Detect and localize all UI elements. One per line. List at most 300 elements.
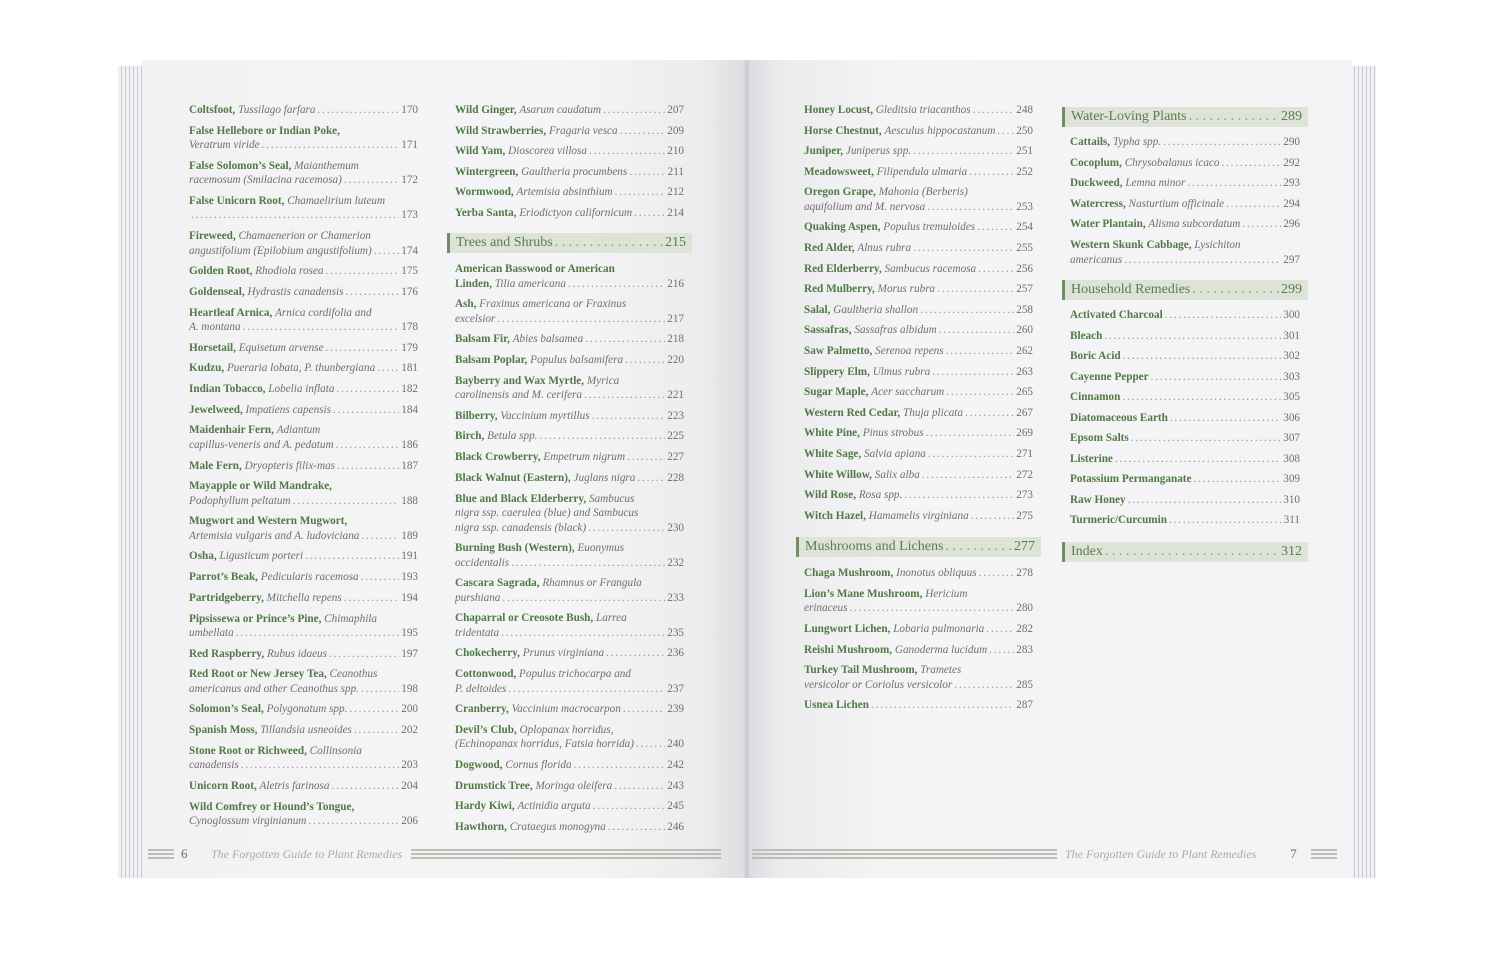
leader-dots (932, 365, 1014, 380)
entry-latin: Oplopanax horridus, (519, 723, 614, 736)
leader-dots (973, 103, 1015, 118)
entry-page: 188 (401, 494, 418, 507)
toc-entry (804, 566, 1033, 581)
toc-entry-line (189, 626, 418, 641)
toc-entry (455, 409, 684, 424)
toc-entry (189, 514, 418, 543)
toc-entry-line (455, 312, 684, 327)
entry-latin: Empetrum nigrum (543, 451, 626, 464)
entry-page: 294 (1283, 197, 1300, 210)
toc-entry (1070, 197, 1300, 212)
entry-latin: Tillandsia usneoides (260, 724, 352, 737)
toc-entry-line (189, 612, 418, 627)
toc-entry-line (189, 103, 418, 118)
entry-name: Cottonwood, (455, 668, 517, 680)
section-title: Water-Loving Plants (1071, 109, 1187, 124)
toc-entry-line (1070, 238, 1300, 253)
entry-name: Wormwood, (455, 186, 514, 199)
toc-entry (1070, 390, 1300, 405)
toc-entry (455, 144, 684, 159)
leader-dots (615, 185, 666, 200)
toc-entry-line (804, 468, 1033, 483)
leader-dots (191, 208, 399, 223)
toc-entry (804, 622, 1033, 637)
toc-entry (804, 124, 1033, 139)
entry-page: 197 (401, 647, 418, 660)
toc-entry (804, 663, 1033, 692)
entry-name: Horse Chestnut, (804, 124, 882, 137)
toc-entry (189, 612, 418, 641)
entry-name: Golden Root, (189, 265, 253, 278)
toc-entry-line (804, 185, 1033, 200)
entry-page: 211 (667, 165, 684, 178)
leader-dots (946, 344, 1015, 359)
toc-entry (804, 385, 1033, 400)
entry-latin: racemosum (Smilacina racemosa) (189, 174, 342, 187)
entry-latin: occidentalis (455, 556, 510, 569)
entry-latin: americanus and other Ceanothus spp. (189, 682, 359, 695)
toc-entry (455, 492, 684, 536)
entry-latin: Eriodictyon californicum (519, 207, 633, 219)
entry-latin: Rosa spp. (858, 489, 903, 502)
leader-dots (920, 303, 1014, 318)
entry-latin: Salvia apiana (863, 448, 926, 460)
entry-page: 200 (401, 703, 418, 716)
entry-page: 195 (401, 627, 418, 639)
entry-name: Usnea Lichen (804, 699, 869, 712)
entry-latin: Acer saccharum (871, 386, 945, 399)
entry-page: 275 (1016, 509, 1033, 522)
toc-entry-line (189, 124, 418, 139)
entry-page: 263 (1016, 365, 1033, 378)
entry-page: 305 (1283, 391, 1300, 403)
entry-page: 308 (1283, 452, 1300, 465)
leader-dots (589, 144, 665, 159)
toc-entry-line (455, 758, 684, 773)
entry-name: Solomon’s Seal, (189, 703, 264, 716)
entry-name: Mayapple or Wild Mandrake, (189, 480, 332, 493)
toc-entry (1070, 472, 1300, 487)
entry-name: Bilberry, (455, 409, 498, 422)
leader-dots (1192, 282, 1279, 298)
entry-page: 170 (401, 104, 418, 116)
toc-entry (455, 702, 684, 717)
entry-latin: americanus (1070, 253, 1123, 266)
toc-entry-line (455, 492, 684, 507)
entry-latin: purshiana (455, 591, 501, 604)
leader-dots (318, 103, 400, 118)
entry-latin: Larrea (596, 612, 627, 625)
entry-latin: versicolor or Coriolus versicolor (804, 678, 953, 691)
entry-name: Chokecherry, (455, 647, 520, 660)
leader-dots (620, 124, 666, 139)
leader-dots (1170, 411, 1281, 426)
leader-dots (1189, 109, 1279, 125)
entry-latin: Lobaria pulmonaria (893, 622, 985, 635)
entry-name: Burning Bush (Western), (455, 542, 575, 554)
toc-entry-line (804, 698, 1033, 713)
leader-dots (608, 820, 665, 835)
entry-page: 184 (401, 403, 418, 416)
entry-latin: Sassafras albidum (854, 324, 937, 337)
leader-dots (593, 799, 666, 814)
entry-name: Balsam Poplar, (455, 353, 528, 366)
entry-name: Wild Ginger, (455, 104, 517, 116)
leader-dots (331, 779, 399, 794)
entry-name: Wild Yam, (455, 145, 506, 158)
entry-name: Mugwort and Western Mugwort, (189, 515, 348, 528)
entry-name: Horsetail, (189, 341, 236, 354)
entry-latin: Adiantum (276, 424, 321, 437)
entry-name: Wintergreen, (455, 165, 519, 178)
entry-latin: Chamaelirium luteum (287, 194, 386, 207)
entry-name: Bleach (1070, 329, 1103, 342)
toc-entry (189, 124, 418, 153)
toc-entry-line (189, 244, 418, 259)
toc-entry-line (189, 306, 418, 321)
toc-entry (455, 541, 684, 570)
entry-name: Quaking Aspen, (804, 221, 881, 234)
entry-name: Male Fern, (189, 459, 242, 472)
toc-entry (189, 570, 418, 585)
leader-dots (926, 426, 1015, 441)
toc-entry-line (455, 374, 684, 389)
leader-dots (329, 647, 399, 662)
leader-dots (945, 539, 1012, 555)
toc-entry-line (455, 429, 684, 444)
entry-name: Red Elderberry, (804, 262, 882, 275)
toc-entry-line (455, 723, 684, 738)
leader-dots (361, 570, 400, 585)
entry-page: 209 (667, 124, 684, 137)
leader-dots (1124, 253, 1281, 268)
entry-page: 186 (401, 438, 418, 451)
toc-entry-line (804, 344, 1033, 359)
entry-name: Juniper, (804, 145, 844, 158)
toc-entry (804, 643, 1033, 658)
toc-entry-line (455, 682, 684, 697)
entry-name: Goldenseal, (189, 285, 245, 298)
toc-entry (455, 779, 684, 794)
leader-dots (1242, 217, 1281, 232)
leader-dots (927, 200, 1014, 215)
toc-entry-line (189, 549, 418, 564)
entry-page: 302 (1283, 350, 1300, 362)
entry-name: Pipsissewa or Prince’s Pine, (189, 612, 322, 625)
entry-latin: umbellata (189, 627, 234, 639)
toc-entry (189, 744, 418, 773)
toc-entry-line (804, 643, 1033, 658)
entry-latin: Hydrastis canadensis (247, 285, 344, 298)
entry-latin: Polygonatum spp. (266, 703, 348, 716)
leader-dots (850, 601, 1015, 616)
entry-page: 245 (667, 800, 684, 813)
leader-dots (623, 702, 665, 717)
leader-dots (614, 779, 665, 794)
toc-entry (804, 262, 1033, 277)
toc-entry-line (804, 509, 1033, 524)
toc-entry (1070, 493, 1300, 508)
toc-entry-line (455, 297, 684, 312)
leader-dots (871, 698, 1014, 713)
entry-latin: Euonymus (577, 542, 625, 554)
leader-dots (262, 138, 400, 153)
entry-name: Cinnamon (1070, 391, 1121, 403)
entry-latin: P. deltoides (455, 682, 507, 695)
toc-entry-line (455, 388, 684, 403)
entry-page: 300 (1283, 309, 1300, 321)
toc-entry-line (804, 144, 1033, 159)
footer-rule (148, 849, 174, 860)
entry-name: Potassium Permanganate (1070, 473, 1192, 485)
toc-entry-line (455, 576, 684, 591)
entry-page: 255 (1016, 242, 1033, 254)
entry-name: Activated Charcoal (1070, 309, 1163, 321)
entry-latin: Cornus florida (505, 758, 572, 771)
toc-entry-line (804, 124, 1033, 139)
entry-name: Turmeric/Curcumin (1070, 514, 1167, 526)
section-heading (1062, 542, 1308, 562)
toc-entry-line (804, 365, 1033, 380)
entry-name: Coltsfoot, (189, 104, 236, 116)
toc-entry-line (189, 459, 418, 474)
toc-entry (1070, 135, 1300, 150)
entry-page: 303 (1283, 370, 1300, 383)
entry-page: 221 (667, 389, 684, 402)
toc-entry (189, 549, 418, 564)
entry-latin: Pinus strobus (862, 427, 924, 440)
section-page: 312 (1281, 544, 1302, 559)
entry-latin: Ulmus rubra (872, 365, 931, 378)
leader-dots (979, 566, 1015, 581)
entry-latin: Gaultheria procumbens (521, 165, 628, 178)
toc-entry (804, 468, 1033, 483)
entry-latin: Aesculus hippocastanum (884, 124, 996, 137)
toc-entry (189, 702, 418, 717)
entry-latin: Ganoderma lucidum (894, 643, 988, 656)
toc-entry (189, 591, 418, 606)
entry-page: 214 (667, 207, 684, 219)
toc-entry-line (1070, 329, 1300, 344)
entry-latin: Aletris farinosa (259, 779, 330, 792)
leader-dots (913, 144, 1014, 159)
entry-page: 296 (1283, 218, 1300, 231)
entry-page: 237 (667, 682, 684, 695)
entry-page: 207 (667, 104, 684, 116)
toc-entry-line (455, 591, 684, 606)
entry-latin: carolinensis and M. cerifera (455, 389, 582, 402)
toc-entry-line (804, 200, 1033, 215)
toc-entry-line (1070, 135, 1300, 150)
entry-name: Honey Locust, (804, 104, 873, 116)
leader-dots (1226, 197, 1281, 212)
entry-page: 189 (401, 529, 418, 542)
toc-entry (455, 667, 684, 696)
toc-entry-line (455, 165, 684, 180)
entry-page: 176 (401, 285, 418, 298)
entry-name: White Sage, (804, 448, 862, 460)
entry-name: Partridgeberry, (189, 591, 264, 604)
leader-dots (349, 702, 399, 717)
leader-dots (377, 361, 399, 376)
entry-latin: Hamamelis virginiana (868, 509, 969, 522)
entry-name: White Pine, (804, 427, 860, 440)
toc-entry-line (804, 220, 1033, 235)
entry-name: Osha, (189, 550, 217, 563)
toc-entry-line (804, 323, 1033, 338)
toc-entry-line (455, 409, 684, 424)
entry-latin: angustifolium (Epilobium angustifolium) (189, 244, 372, 257)
entry-latin: Vaccinium macrocarpon (511, 703, 621, 716)
entry-latin: tridentata (455, 626, 500, 639)
entry-name: Linden, (455, 277, 492, 290)
entry-page: 212 (667, 186, 684, 199)
entry-name: Meadowsweet, (804, 165, 874, 178)
toc-entry (455, 429, 684, 444)
entry-name: Hawthorn, (455, 821, 507, 833)
toc-entry-line (804, 262, 1033, 277)
entry-latin: Lobelia inflata (268, 383, 335, 395)
toc-entry-line (804, 103, 1033, 118)
entry-latin: Typha spp. (1112, 136, 1162, 148)
toc-entry-line (455, 521, 684, 536)
leader-dots (374, 244, 399, 259)
leader-dots (1104, 329, 1281, 344)
leader-dots (539, 429, 665, 444)
entry-page: 235 (667, 626, 684, 639)
toc-entry (189, 341, 418, 356)
entry-page: 178 (401, 321, 418, 333)
footer-rule (752, 849, 1057, 860)
toc-entry (1070, 156, 1300, 171)
entry-page: 273 (1016, 489, 1033, 502)
entry-page: 210 (667, 145, 684, 158)
toc-entry (455, 353, 684, 368)
entry-latin: Abies balsamea (512, 333, 584, 346)
entry-latin: Mitchella repens (266, 591, 342, 604)
entry-latin: Tussilago farfara (238, 104, 316, 116)
toc-entry (189, 382, 418, 397)
leader-dots (1131, 431, 1281, 446)
toc-entry (804, 344, 1033, 359)
entry-page: 242 (667, 758, 684, 771)
toc-entry-line (189, 208, 418, 223)
entry-page: 240 (667, 738, 684, 751)
toc-entry-line (455, 262, 684, 277)
toc-entry (1070, 176, 1300, 191)
entry-latin: A. montana (189, 321, 241, 333)
entry-page: 202 (401, 724, 418, 737)
toc-entry-line (804, 426, 1033, 441)
entry-page: 171 (401, 139, 418, 152)
entry-latin: Rubus idaeus (267, 647, 327, 660)
toc-entry-line (189, 647, 418, 662)
leader-dots (939, 323, 1014, 338)
entry-name: Salal, (804, 303, 831, 316)
entry-page: 306 (1283, 411, 1300, 424)
entry-latin: Fraxinus americana or Fraxinus (479, 298, 627, 311)
toc-entry-line (189, 479, 418, 494)
toc-entry (1070, 308, 1300, 323)
toc-entry (804, 220, 1033, 235)
section-heading (447, 233, 692, 253)
entry-name: Balsam Fir, (455, 333, 510, 346)
leader-dots (308, 814, 399, 829)
entry-page: 257 (1016, 283, 1033, 296)
entry-latin: Dioscorea villosa (508, 145, 587, 158)
leader-dots (989, 643, 1014, 658)
toc-entry (455, 450, 684, 465)
entry-page: 187 (401, 459, 418, 472)
leader-dots (954, 678, 1014, 693)
entry-latin: Arnica cordifolia and (275, 306, 372, 319)
toc-entry (804, 144, 1033, 159)
section-title: Trees and Shrubs (456, 235, 553, 250)
entry-latin: Populus trichocarpa and (519, 668, 631, 680)
toc-entry-line (804, 303, 1033, 318)
leader-dots (497, 312, 665, 327)
toc-entry (1070, 452, 1300, 467)
entry-latin: Populus balsamifera (530, 353, 624, 366)
entry-name: Chaparral or Creosote Bush, (455, 612, 594, 625)
toc-entry (189, 723, 418, 738)
entry-latin: Hericium (925, 587, 968, 600)
entry-name: Fireweed, (189, 230, 236, 242)
entry-latin: Populus tremuloides (883, 221, 976, 234)
toc-entry-line (455, 185, 684, 200)
entry-name: Cascara Sagrada, (455, 577, 540, 590)
toc-entry-line (189, 682, 418, 697)
toc-entry-line (804, 678, 1033, 693)
toc-entry-line (455, 277, 684, 292)
entry-page: 230 (667, 521, 684, 534)
toc-entry-line (1070, 493, 1300, 508)
entry-latin: Artemisia absinthium (516, 186, 613, 199)
entry-latin: Betula spp. (487, 430, 538, 443)
toc-entry-line (455, 646, 684, 661)
entry-page: 272 (1016, 468, 1033, 481)
entry-page: 293 (1283, 177, 1300, 190)
entry-page: 301 (1283, 329, 1300, 342)
entry-latin: excelsior (455, 312, 496, 325)
toc-entry-line (455, 541, 684, 556)
toc-entry (189, 667, 418, 696)
leader-dots (965, 406, 1014, 421)
entry-latin: Podophyllum peltatum (189, 494, 291, 507)
entry-page: 287 (1016, 699, 1033, 712)
leader-dots (986, 622, 1014, 637)
leader-dots (1123, 349, 1282, 364)
toc-entry-line (1070, 156, 1300, 171)
toc-entry (189, 459, 418, 474)
entry-latin: Trametes (920, 664, 962, 677)
entry-name: Red Alder, (804, 242, 855, 254)
toc-entry-line (189, 814, 418, 829)
leader-dots (1221, 156, 1281, 171)
entry-latin: (Echinopanax horridus, Fatsia horrida) (455, 738, 634, 751)
leader-dots (922, 468, 1014, 483)
entry-latin: Rhamnus or Frangula (542, 577, 642, 590)
leader-dots (977, 220, 1014, 235)
entry-name: Parrot’s Beak, (189, 571, 258, 584)
entry-page: 258 (1016, 303, 1033, 316)
toc-entry (804, 406, 1033, 421)
toc-entry-line (189, 779, 418, 794)
toc-entry (804, 303, 1033, 318)
entry-name: Sugar Maple, (804, 386, 869, 399)
entry-latin: Artemisia vulgaris and A. ludoviciana (189, 529, 360, 542)
entry-page: 173 (401, 209, 418, 222)
